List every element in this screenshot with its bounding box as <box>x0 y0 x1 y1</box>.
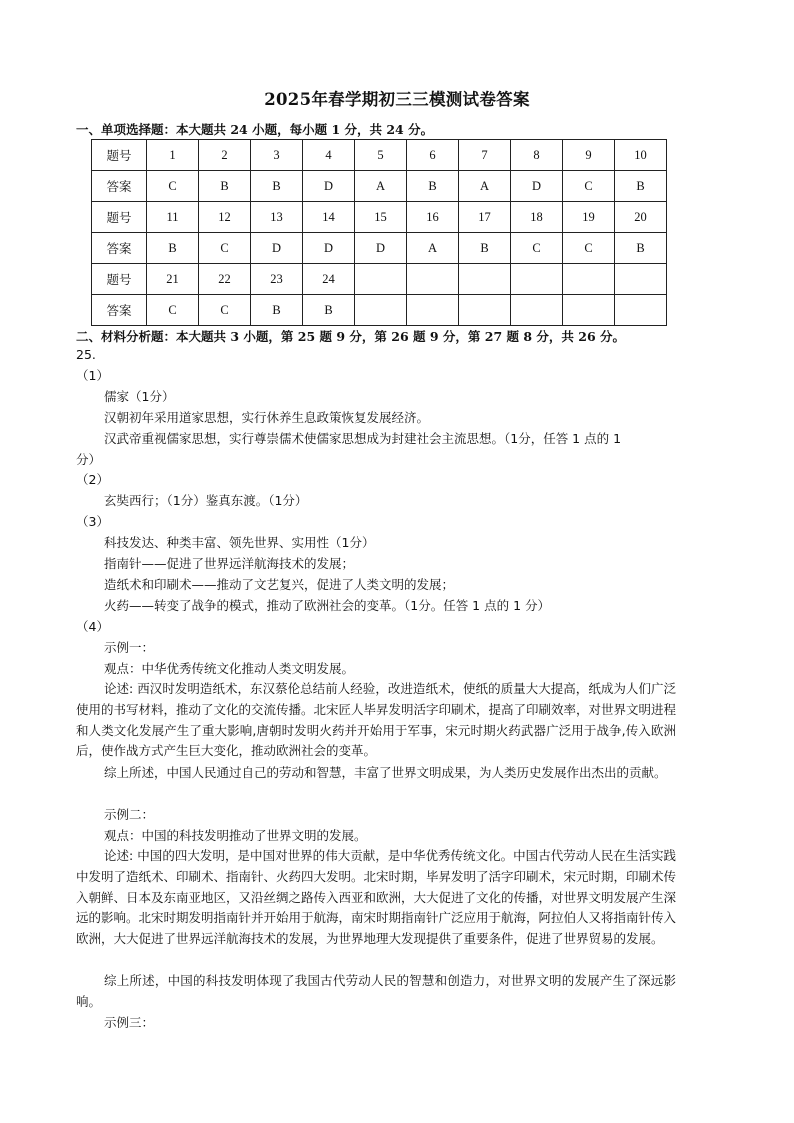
table-cell: B <box>199 171 251 202</box>
table-row <box>92 140 667 171</box>
table-cell: 6 <box>407 140 459 171</box>
table-cell: C <box>199 295 251 326</box>
table-cell: B <box>459 233 511 264</box>
table-cell <box>615 264 667 295</box>
table-cell: 2 <box>199 140 251 171</box>
answer-line: 火药——转变了战争的模式，推动了欧洲社会的变革。（1分。任答 1 点的 1 分） <box>104 598 551 613</box>
table-cell <box>615 295 667 326</box>
table-cell <box>563 295 615 326</box>
summary-paragraph: 综上所述，中国人民通过自己的劳动和智慧，丰富了世界文明成果，为人类历史发展作出杰出的贡献。 <box>104 765 667 780</box>
table-cell: 10 <box>615 140 667 171</box>
table-cell: 8 <box>511 140 563 171</box>
summary-paragraph: 综上所述，中国的科技发明体现了我国古代劳动人民的智慧和创造力，对世界文明的发展产生了深远影响。 <box>76 973 676 1009</box>
answer-line: 玄奘西行；（1分）鉴真东渡。（1分） <box>104 493 308 508</box>
table-cell: 13 <box>251 202 303 233</box>
table-cell: A <box>355 171 407 202</box>
table-cell: D <box>511 171 563 202</box>
part-label: （1） <box>76 368 109 383</box>
table-cell: B <box>251 171 303 202</box>
answer-line: 指南针——促进了世界远洋航海技术的发展； <box>104 556 355 571</box>
answer-table <box>91 139 667 326</box>
example-label: 示例二： <box>104 807 155 822</box>
table-row <box>92 202 667 233</box>
section-heading-analysis: 二、材料分析题：本大题共 3 小题，第 25 题 9 分，第 26 题 9 分，第 27 题 8 分，共 26 分。 <box>76 329 626 344</box>
part-label: （2） <box>76 472 109 487</box>
table-cell: 1 <box>147 140 199 171</box>
table-cell: C <box>563 233 615 264</box>
table-cell: B <box>147 233 199 264</box>
table-row <box>92 295 667 326</box>
row-label-cell: 答案 <box>92 233 147 264</box>
document-title: 2025年春学期初三三模测试卷答案 <box>264 90 530 109</box>
table-cell: C <box>563 171 615 202</box>
table-cell: D <box>303 171 355 202</box>
argument-paragraph: 论述: 中国的四大发明，是中国对世界的伟大贡献，是中华优秀传统文化。中国古代劳动人民在生活实践中发明了造纸术、印刷术、指南针、火药四大发明。北宋时期，毕昇发明了活字印刷术，宋元时期，印刷术传入朝鲜、日本及东南亚地区，又沿丝绸之路传入西亚和欧洲，大大促进了文化的传播，对世界文明发展产生深远的影响。北宋时期发明指南针并开始用于航海，南宋时期指南针广泛应用于航海，阿拉伯人又将指南针传入欧洲，大大促进了世界远洋航海技术的发展，为世界地理大发现提供了重要条件，促进了世界贸易的发展。 <box>76 848 677 947</box>
table-row <box>92 233 667 264</box>
table-cell: B <box>303 295 355 326</box>
table-cell <box>563 264 615 295</box>
question-number: 25. <box>76 347 96 362</box>
answer-line: 造纸术和印刷术——推动了文艺复兴，促进了人类文明的发展； <box>104 577 455 592</box>
table-cell: 7 <box>459 140 511 171</box>
viewpoint-line: 观点：中国的科技发明推动了世界文明的发展。 <box>104 828 367 843</box>
table-cell: 9 <box>563 140 615 171</box>
table-cell: C <box>511 233 563 264</box>
example-label: 示例一： <box>104 640 155 655</box>
table-cell: 3 <box>251 140 303 171</box>
row-label-cell: 答案 <box>92 295 147 326</box>
table-cell: B <box>615 171 667 202</box>
table-cell <box>407 264 459 295</box>
table-cell <box>355 264 407 295</box>
table-cell: B <box>251 295 303 326</box>
answer-line: 汉朝初年采用道家思想，实行休养生息政策恢复发展经济。 <box>104 410 430 425</box>
viewpoint-line: 观点：中华优秀传统文化推动人类文明发展。 <box>104 661 355 676</box>
table-cell: 16 <box>407 202 459 233</box>
table-cell: A <box>407 233 459 264</box>
row-label-cell: 答案 <box>92 171 147 202</box>
table-cell: 23 <box>251 264 303 295</box>
table-row <box>92 171 667 202</box>
table-cell: D <box>303 233 355 264</box>
table-cell <box>355 295 407 326</box>
table-cell <box>459 264 511 295</box>
table-row <box>92 264 667 295</box>
table-cell: 5 <box>355 140 407 171</box>
part-label: （4） <box>76 619 109 634</box>
table-cell: D <box>251 233 303 264</box>
table-cell: 21 <box>147 264 199 295</box>
answer-line: 儒家（1分） <box>104 389 175 404</box>
table-cell <box>511 295 563 326</box>
table-cell <box>511 264 563 295</box>
table-cell: 24 <box>303 264 355 295</box>
table-cell: C <box>147 295 199 326</box>
table-cell: 4 <box>303 140 355 171</box>
table-cell: 17 <box>459 202 511 233</box>
table-cell: B <box>615 233 667 264</box>
table-cell <box>407 295 459 326</box>
answer-line: 科技发达、种类丰富、领先世界、实用性（1分） <box>104 535 375 550</box>
example-label: 示例三： <box>104 1015 155 1030</box>
table-cell: C <box>147 171 199 202</box>
table-cell: 20 <box>615 202 667 233</box>
table-cell: 12 <box>199 202 251 233</box>
row-label-cell: 题号 <box>92 264 147 295</box>
row-label-cell: 题号 <box>92 202 147 233</box>
row-label-cell: 题号 <box>92 140 147 171</box>
part-label: （3） <box>76 514 109 529</box>
section-heading-choice: 一、单项选择题：本大题共 24 小题，每小题 1 分，共 24 分。 <box>76 122 434 137</box>
table-cell: 11 <box>147 202 199 233</box>
table-cell: 14 <box>303 202 355 233</box>
table-cell: 22 <box>199 264 251 295</box>
table-cell: C <box>199 233 251 264</box>
table-cell: 19 <box>563 202 615 233</box>
table-cell: A <box>459 171 511 202</box>
answer-line: 汉武帝重视儒家思想，实行尊崇儒术使儒家思想成为封建社会主流思想。（1分，任答 1 点的 1 <box>104 431 622 446</box>
table-cell: B <box>407 171 459 202</box>
argument-paragraph: 论述: 西汉时发明造纸术，东汉蔡伦总结前人经验，改进造纸术，使纸的质量大大提高，纸成为人们广泛使用的书写材料，推动了文化的交流传播。北宋匠人毕昇发明活字印刷术，提高了印刷效率，对世界文明进程和人类文化发展产生了重大影响,唐朝时发明火药并开始用于军事，宋元时期火药武器广泛用于战争,传入欧洲后，使作战方式产生巨大变化，推动欧洲社会的变革。 <box>76 681 677 759</box>
table-cell <box>459 295 511 326</box>
table-cell: 18 <box>511 202 563 233</box>
table-cell: 15 <box>355 202 407 233</box>
table-cell: D <box>355 233 407 264</box>
answer-line: 分） <box>76 452 102 467</box>
